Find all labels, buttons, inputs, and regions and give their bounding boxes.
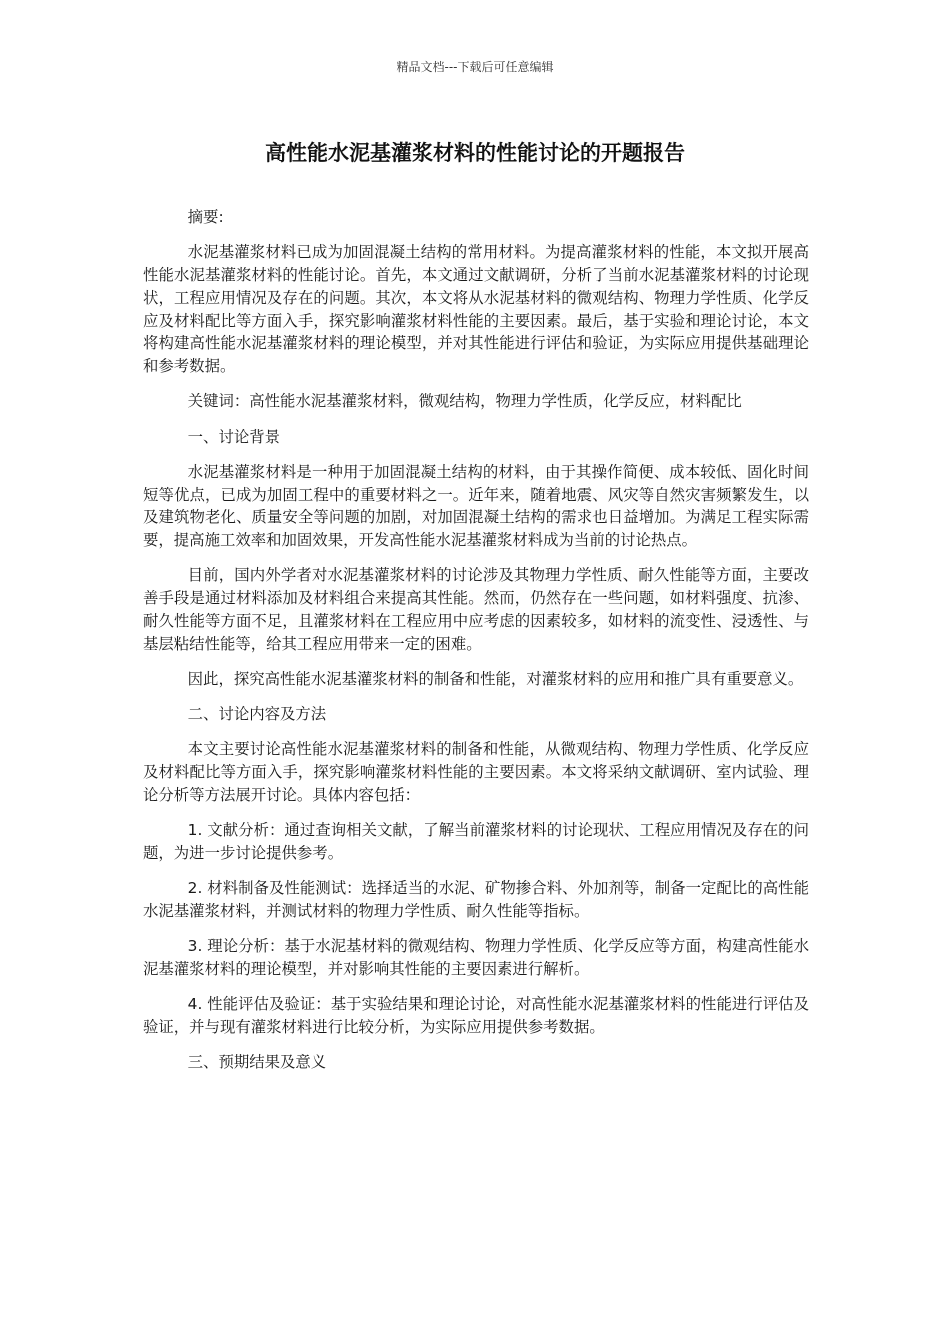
methods-item-2: 2. 材料制备及性能测试：选择适当的水泥、矿物掺合料、外加剂等，制备一定配比的高性能水泥基灌浆材料，并测试材料的物理力学性质、耐久性能等指标。: [143, 879, 809, 920]
methods-item-1: 1. 文献分析：通过查询相关文献，了解当前灌浆材料的讨论现状、工程应用情况及存在的问题，为进一步讨论提供参考。: [143, 821, 809, 862]
section-heading-content-methods: 二、讨论内容及方法: [187, 705, 327, 724]
section-heading-background: 一、讨论背景: [187, 427, 281, 446]
document-body: [143, 206, 809, 1086]
background-paragraph-3: 因此，探究高性能水泥基灌浆材料的制备和性能，对灌浆材料的应用和推广具有重要意义。: [187, 669, 804, 688]
page-header: 精品文档---下载后可任意编辑: [396, 60, 554, 74]
methods-paragraph-intro: 本文主要讨论高性能水泥基灌浆材料的制备和性能，从微观结构、物理力学性质、化学反应及材料配比等方面入手，探究影响灌浆材料性能的主要因素。本文将采纳文献调研、室内试验、理论分析等方法展开讨论。具体内容包括：: [143, 740, 809, 804]
background-paragraph-2: 目前，国内外学者对水泥基灌浆材料的讨论涉及其物理力学性质、耐久性能等方面，主要改善手段是通过材料添加及材料组合来提高其性能。然而，仍然存在一些问题，如材料强度、抗渗、耐久性能等方面不足，且灌浆材料在工程应用中应考虑的因素较多，如材料的流变性、浸透性、与基层粘结性能等，给其工程应用带来一定的困难。: [143, 566, 809, 653]
section-heading-expected-results: 三、预期结果及意义: [187, 1052, 327, 1071]
methods-item-4: 4. 性能评估及验证：基于实验结果和理论讨论，对高性能水泥基灌浆材料的性能进行评估及验证，并与现有灌浆材料进行比较分析，为实际应用提供参考数据。: [143, 995, 809, 1036]
background-paragraph-1: 水泥基灌浆材料是一种用于加固混凝土结构的材料，由于其操作简便、成本较低、固化时间短等优点，已成为加固工程中的重要材料之一。近年来，随着地震、风灾等自然灾害频繁发生，以及建筑物老化、质量安全等问题的加剧，对加固混凝土结构的需求也日益增加。为满足工程实际需要，提高施工效率和加固效果，开发高性能水泥基灌浆材料成为当前的讨论热点。: [143, 462, 809, 550]
abstract-paragraph: 水泥基灌浆材料已成为加固混凝土结构的常用材料。为提高灌浆材料的性能，本文拟开展高性能水泥基灌浆材料的性能讨论。首先，本文通过文献调研，分析了当前水泥基灌浆材料的讨论现状，工程应用情况及存在的问题。其次，本文将从水泥基材料的微观结构、物理力学性质、化学反应及材料配比等方面入手，探究影响灌浆材料性能的主要因素。最后，基于实验和理论讨论，本文将构建高性能水泥基灌浆材料的理论模型，并对其性能进行评估和验证，为实际应用提供基础理论和参考数据。: [143, 243, 809, 376]
abstract-label: 摘要:: [187, 208, 224, 226]
methods-item-3: 3. 理论分析：基于水泥基材料的微观结构、物理力学性质、化学反应等方面，构建高性能水泥基灌浆材料的理论模型，并对影响其性能的主要因素进行解析。: [143, 937, 809, 978]
keywords-paragraph: 关键词：高性能水泥基灌浆材料，微观结构，物理力学性质，化学反应，材料配比: [187, 392, 742, 411]
document-title: 高性能水泥基灌浆材料的性能讨论的开题报告: [265, 141, 685, 165]
